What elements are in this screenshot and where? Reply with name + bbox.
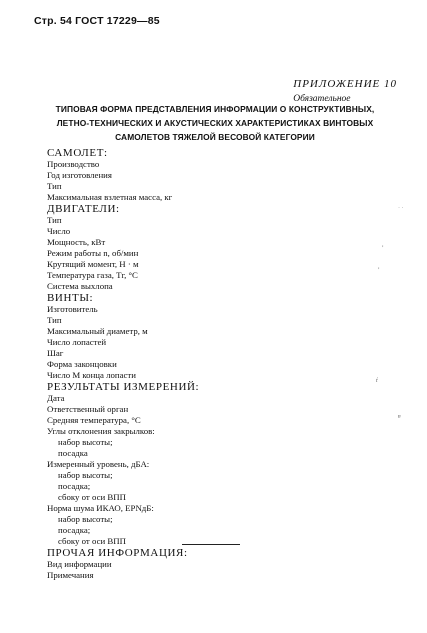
form-item: Режим работы n, об/мин — [47, 248, 139, 258]
form-item: Форма законцовки — [47, 359, 117, 369]
form-item: Тип — [47, 181, 62, 191]
form-section-heading: САМОЛЕТ: — [47, 147, 108, 159]
title-line: САМОЛЕТОВ ТЯЖЕЛОЙ ВЕСОВОЙ КАТЕГОРИИ — [115, 132, 315, 142]
form-item: Мощность, кВт — [47, 237, 106, 247]
form-sub-item: сбоку от оси ВПП — [58, 492, 126, 502]
form-item: Система выхлопа — [47, 281, 113, 291]
title-line: ЛЕТНО-ТЕХНИЧЕСКИХ И АКУСТИЧЕСКИХ ХАРАКТЕРИСТИКАХ ВИНТОВЫХ — [56, 118, 374, 128]
form-item: Вид информации — [47, 559, 112, 569]
form-item: Год изготовления — [47, 170, 112, 180]
appendix-subtitle: Обязательное — [293, 94, 351, 104]
form-item: Примечания — [47, 570, 94, 580]
scan-mark: ŕ — [376, 378, 378, 384]
form-section-heading: РЕЗУЛЬТАТЫ ИЗМЕРЕНИЙ: — [47, 381, 200, 393]
page-header: Стр. 54 ГОСТ 17229—85 — [34, 15, 160, 27]
document-title — [40, 102, 390, 144]
form-item: Температура газа, Tг, °С — [47, 270, 138, 280]
form-item: Норма шума ИКАО, EPNдБ: — [47, 503, 154, 513]
form-item: Шаг — [47, 348, 64, 358]
form-item: Тип — [47, 315, 62, 325]
form-item: Число M конца лопасти — [47, 370, 136, 380]
form-item: Измеренный уровень, дБА: — [47, 459, 150, 469]
form-item: Ответственный орган — [47, 404, 129, 414]
end-rule — [182, 544, 240, 545]
title-line: ТИПОВАЯ ФОРМА ПРЕДСТАВЛЕНИЯ ИНФОРМАЦИИ О КОНСТРУКТИВНЫХ, — [55, 104, 375, 114]
appendix-label — [293, 78, 397, 104]
form-item: Производство — [47, 159, 100, 169]
form-item: Число лопастей — [47, 337, 107, 347]
form-section-heading: ДВИГАТЕЛИ: — [47, 203, 120, 215]
form-sub-item: сбоку от оси ВПП — [58, 536, 126, 546]
form-section-heading: ВИНТЫ: — [47, 292, 94, 304]
scan-mark: , — [378, 264, 380, 270]
form-section-heading: ПРОЧАЯ ИНФОРМАЦИЯ: — [47, 547, 188, 559]
form-sub-item: набор высоты; — [58, 437, 113, 447]
form-item: Углы отклонения закрылков: — [47, 426, 155, 436]
scan-mark: ɐ — [398, 414, 401, 420]
form-item: Средняя температура, °С — [47, 415, 141, 425]
form-sub-item: посадка; — [58, 481, 91, 491]
form-sub-item: набор высоты; — [58, 514, 113, 524]
form-sub-item: набор высоты; — [58, 470, 113, 480]
form-item: Тип — [47, 215, 62, 225]
form-item: Число — [47, 226, 71, 236]
form-item: Максимальная взлетная масса, кг — [47, 192, 173, 202]
appendix-title: ПРИЛОЖЕНИЕ 10 — [293, 78, 397, 90]
form-sub-item: посадка — [58, 448, 88, 458]
form-item: Изготовитель — [47, 304, 98, 314]
scan-mark: ˙ ˙ — [398, 207, 404, 213]
form-item: Максимальный диаметр, м — [47, 326, 148, 336]
form-item: Дата — [47, 393, 65, 403]
form-sub-item: посадка; — [58, 525, 91, 535]
scan-mark: , — [382, 242, 384, 248]
form-content — [47, 147, 387, 581]
form-item: Крутящий момент, Н · м — [47, 259, 139, 269]
